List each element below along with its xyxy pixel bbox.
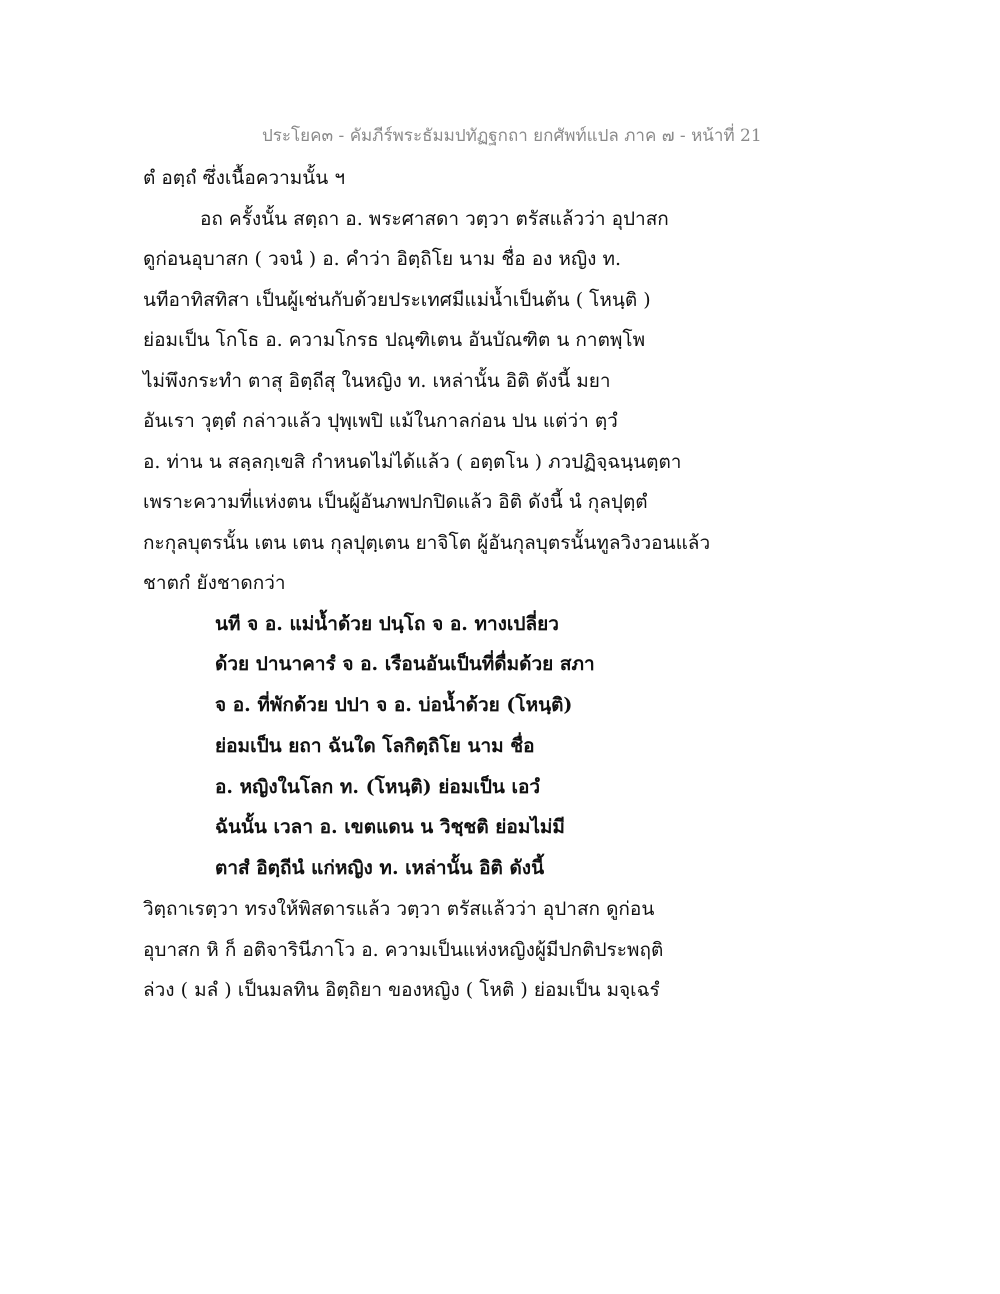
paragraph-line: ดูก่อนอุบาสก ( วจนํ ) อ. คำว่า อิตฺถิโย นาม ชื่อ อง หญิง ท. bbox=[143, 248, 622, 270]
paragraph-line: กะกุลบุตรนั้น เตน เตน กุลปุตฺเตน ยาจิโต ผู้อันกุลบุตรนั้นทูลวิงวอนแล้ว bbox=[143, 531, 711, 554]
verse-line: ด้วย ปานาคารํ จ อ. เรือนอันเป็นที่ดื่มด้วย สภา bbox=[215, 653, 595, 676]
paragraph-line: ไม่พึงกระทำ ตาสุ อิตฺถีสุ ในหญิง ท. เหล่านั้น อิติ ดังนี้ มยา bbox=[143, 369, 611, 392]
closing-line: อุบาสก หิ ก็ อติจารินีภาโว อ. ความเป็นแห่งหญิงผู้มีปกติประพฤติ bbox=[143, 938, 664, 961]
paragraph-line: ชาตกํ ยังชาดกว่า bbox=[143, 572, 286, 594]
paragraph-line: นทีอาทิสทิสา เป็นผู้เช่นกับด้วยประเทศมีแม่น้ำเป็นต้น ( โหนฺติ ) bbox=[143, 288, 651, 311]
paragraph-line: อันเรา วุตฺตํ กล่าวแล้ว ปุพฺเพปิ แม้ในกาลก่อน ปน แต่ว่า ตฺวํ bbox=[143, 410, 618, 432]
paragraph-line: อถ ครั้งนั้น สตฺถา อ. พระศาสดา วตฺวา ตรัสแล้วว่า อุปาสก bbox=[200, 207, 669, 230]
verse-line: จ อ. ที่พักด้วย ปปา จ อ. บ่อน้ำด้วย (โหนฺติ) bbox=[215, 694, 573, 717]
verse-line: ย่อมเป็น ยถา ฉันใด โลกิตฺถิโย นาม ชื่อ bbox=[215, 734, 535, 757]
closing-line: วิตฺถาเรตฺวา ทรงให้พิสดารแล้ว วตฺวา ตรัสแล้วว่า อุปาสก ดูก่อน bbox=[143, 898, 655, 921]
page-header: ประโยค๓ - คัมภีร์พระธัมมปทัฏฐกถา ยกศัพท์แปล ภาค ๗ - หน้าที่ 21 bbox=[262, 126, 762, 146]
paragraph-line: ย่อมเป็น โกโธ อ. ความโกรธ ปณฺฑิเตน อันบัณฑิต น กาตพฺโพ bbox=[143, 329, 646, 351]
closing-line: ล่วง ( มลํ ) เป็นมลทิน อิตฺถิยา ของหญิง ( โหติ ) ย่อมเป็น มจฺเฉรํ bbox=[143, 979, 660, 1002]
paragraph-line: เพราะความที่แห่งตน เป็นผู้อันภพปกปิดแล้ว อิติ ดังนี้ นํ กุลปุตฺตํ bbox=[143, 491, 648, 513]
verse-line: อ. หญิงในโลก ท. (โหนฺติ) ย่อมเป็น เอวํ bbox=[215, 775, 541, 798]
paragraph-line: ตํ อตฺถํ ซึ่งเนื้อความนั้น ฯ bbox=[143, 167, 345, 189]
verse-line: ฉันนั้น เวลา อ. เขตแดน น วิชฺชติ ย่อมไม่มี bbox=[215, 816, 565, 839]
verse-block bbox=[143, 604, 763, 890]
body-text bbox=[143, 158, 763, 1011]
paragraph-line: อ. ท่าน น สลฺลกฺเขสิ กำหนดไม่ได้แล้ว ( อตฺตโน ) ภวปฏิจฺฉนฺนตฺตา bbox=[143, 450, 682, 473]
verse-line: นที จ อ. แม่น้ำด้วย ปนฺโถ จ อ. ทางเปลี่ยว bbox=[215, 612, 559, 635]
verse-line: ตาสํ อิตฺถีนํ แก่หญิง ท. เหล่านั้น อิติ ดังนี้ bbox=[215, 857, 545, 880]
